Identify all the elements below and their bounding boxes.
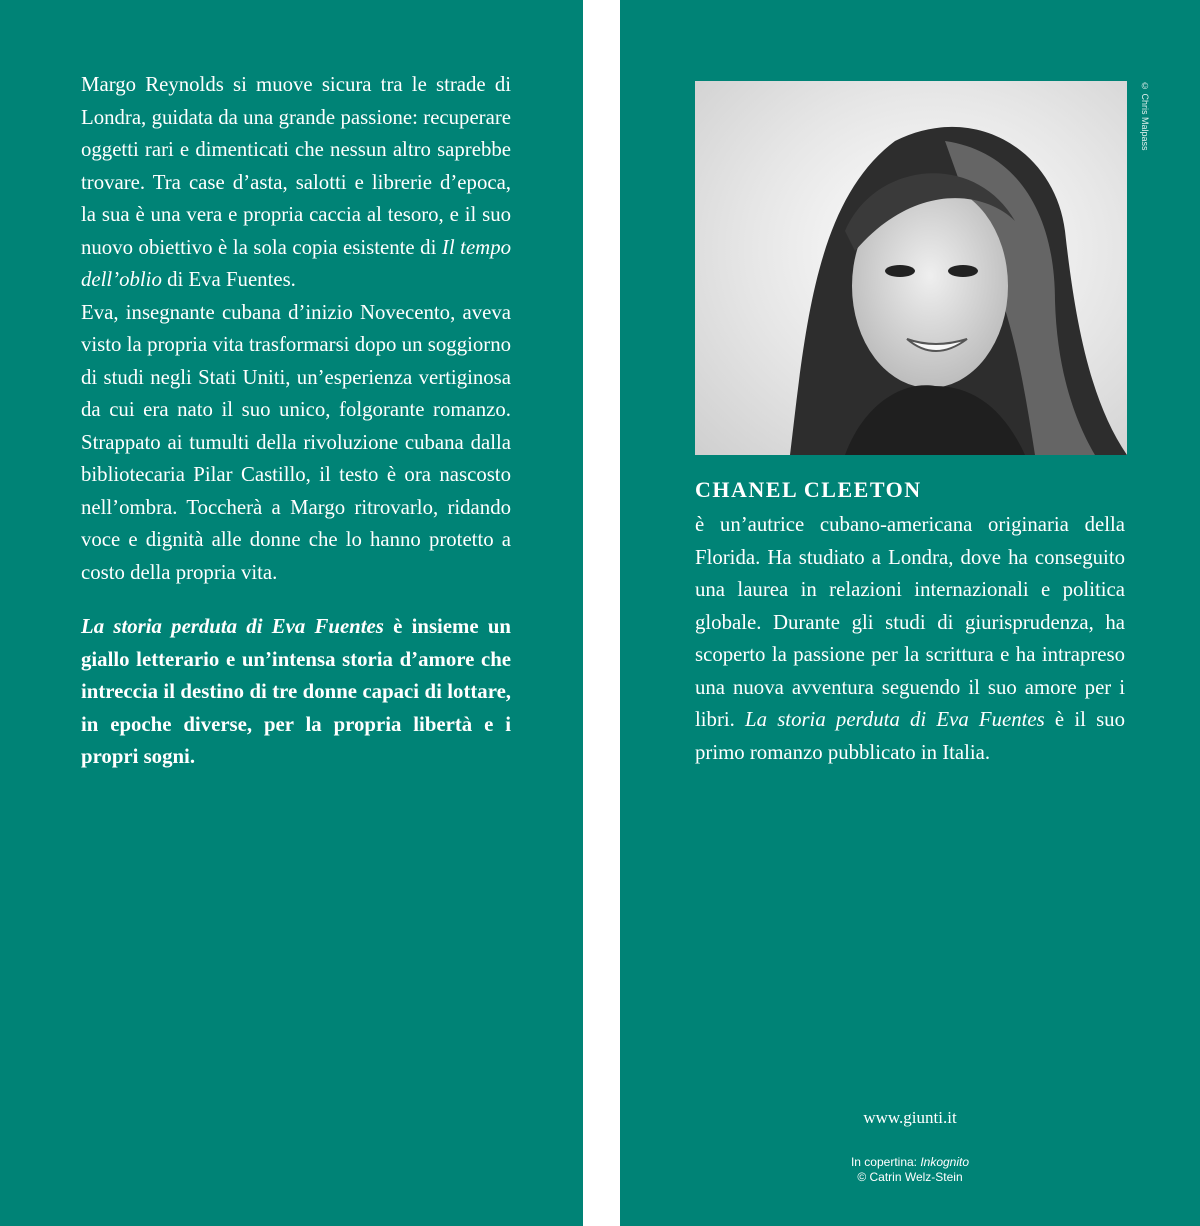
book-blurb [81,69,511,774]
blurb-text: è insieme un giallo letterario e un’intensa storia d’amore che intreccia il destino di tre donne capaci di lottare, in epoche diverse, per la propria libertà e i propri sogni. [81,615,511,768]
bio-paragraph [695,509,1125,769]
bio-text: è il suo primo romanzo pubblicato in Italia. [695,708,1125,764]
cover-credit-line-1 [620,1155,1200,1170]
bio-text: è un’autrice cubano-americana originaria della Florida. Ha studiato a Londra, dove ha conseguito una laurea in relazioni internazionali e politica globale. Durante gli studi di giurisprudenza, ha scoperto la passione per la scrittura e ha intrapreso una nuova avventura seguendo il suo amore per i libri. [695,513,1125,731]
blurb-paragraph-2: Eva, insegnante cubana d’inizio Novecento, aveva visto la propria vita trasformarsi dopo un soggiorno di studi negli Stati Uniti, un’esperienza vertiginosa da cui era nato il suo unico, folgorante romanzo. Strappato ai tumulti della rivoluzione cubana dalla bibliotecaria Pilar Castillo, il testo è ora nascosto nell’ombra. Toccherà a Margo ritrovarlo, ridando voce e dignità alle donne che lo hanno protetto a costo della propria vita. [81,300,511,584]
book-title: La storia perduta di Eva Fuentes [81,615,384,638]
blurb-text: di Eva Fuentes. [161,268,296,291]
cover-artwork-title: Inkognito [920,1155,970,1169]
book-title: La storia perduta di Eva Fuentes [745,708,1045,731]
cover-credit-prefix: In copertina: [850,1155,921,1169]
photo-credit: © Chris Malpass [1140,81,1150,151]
front-flap-panel [620,0,1200,1226]
paragraph-gap [81,589,511,611]
blurb-text: Margo Reynolds si muove sicura tra le strade di Londra, guidata da una grande passione: recuperare oggetti rari e dimenticati che nessun altro saprebbe trovare. Tra case d’asta, salotti e librerie d’epoca, la sua è una vera e propria caccia al tesoro, e il suo nuovo obiettivo è la sola copia esistente di [81,73,511,259]
publisher-website: www.giunti.it [863,1108,957,1127]
cover-credit [620,1155,1200,1185]
blurb-paragraph-3 [81,611,511,774]
blurb-paragraph-1 [81,69,511,297]
author-portrait-image [695,81,1127,455]
author-photo [695,81,1127,455]
cover-credit-line-2: © Catrin Welz-Stein [857,1170,963,1184]
back-flap-panel [0,0,583,1226]
author-name: CHANEL CLEETON [695,477,922,502]
inner-book-title: Il tempo dell’oblio [81,235,511,291]
author-bio [695,509,1125,769]
